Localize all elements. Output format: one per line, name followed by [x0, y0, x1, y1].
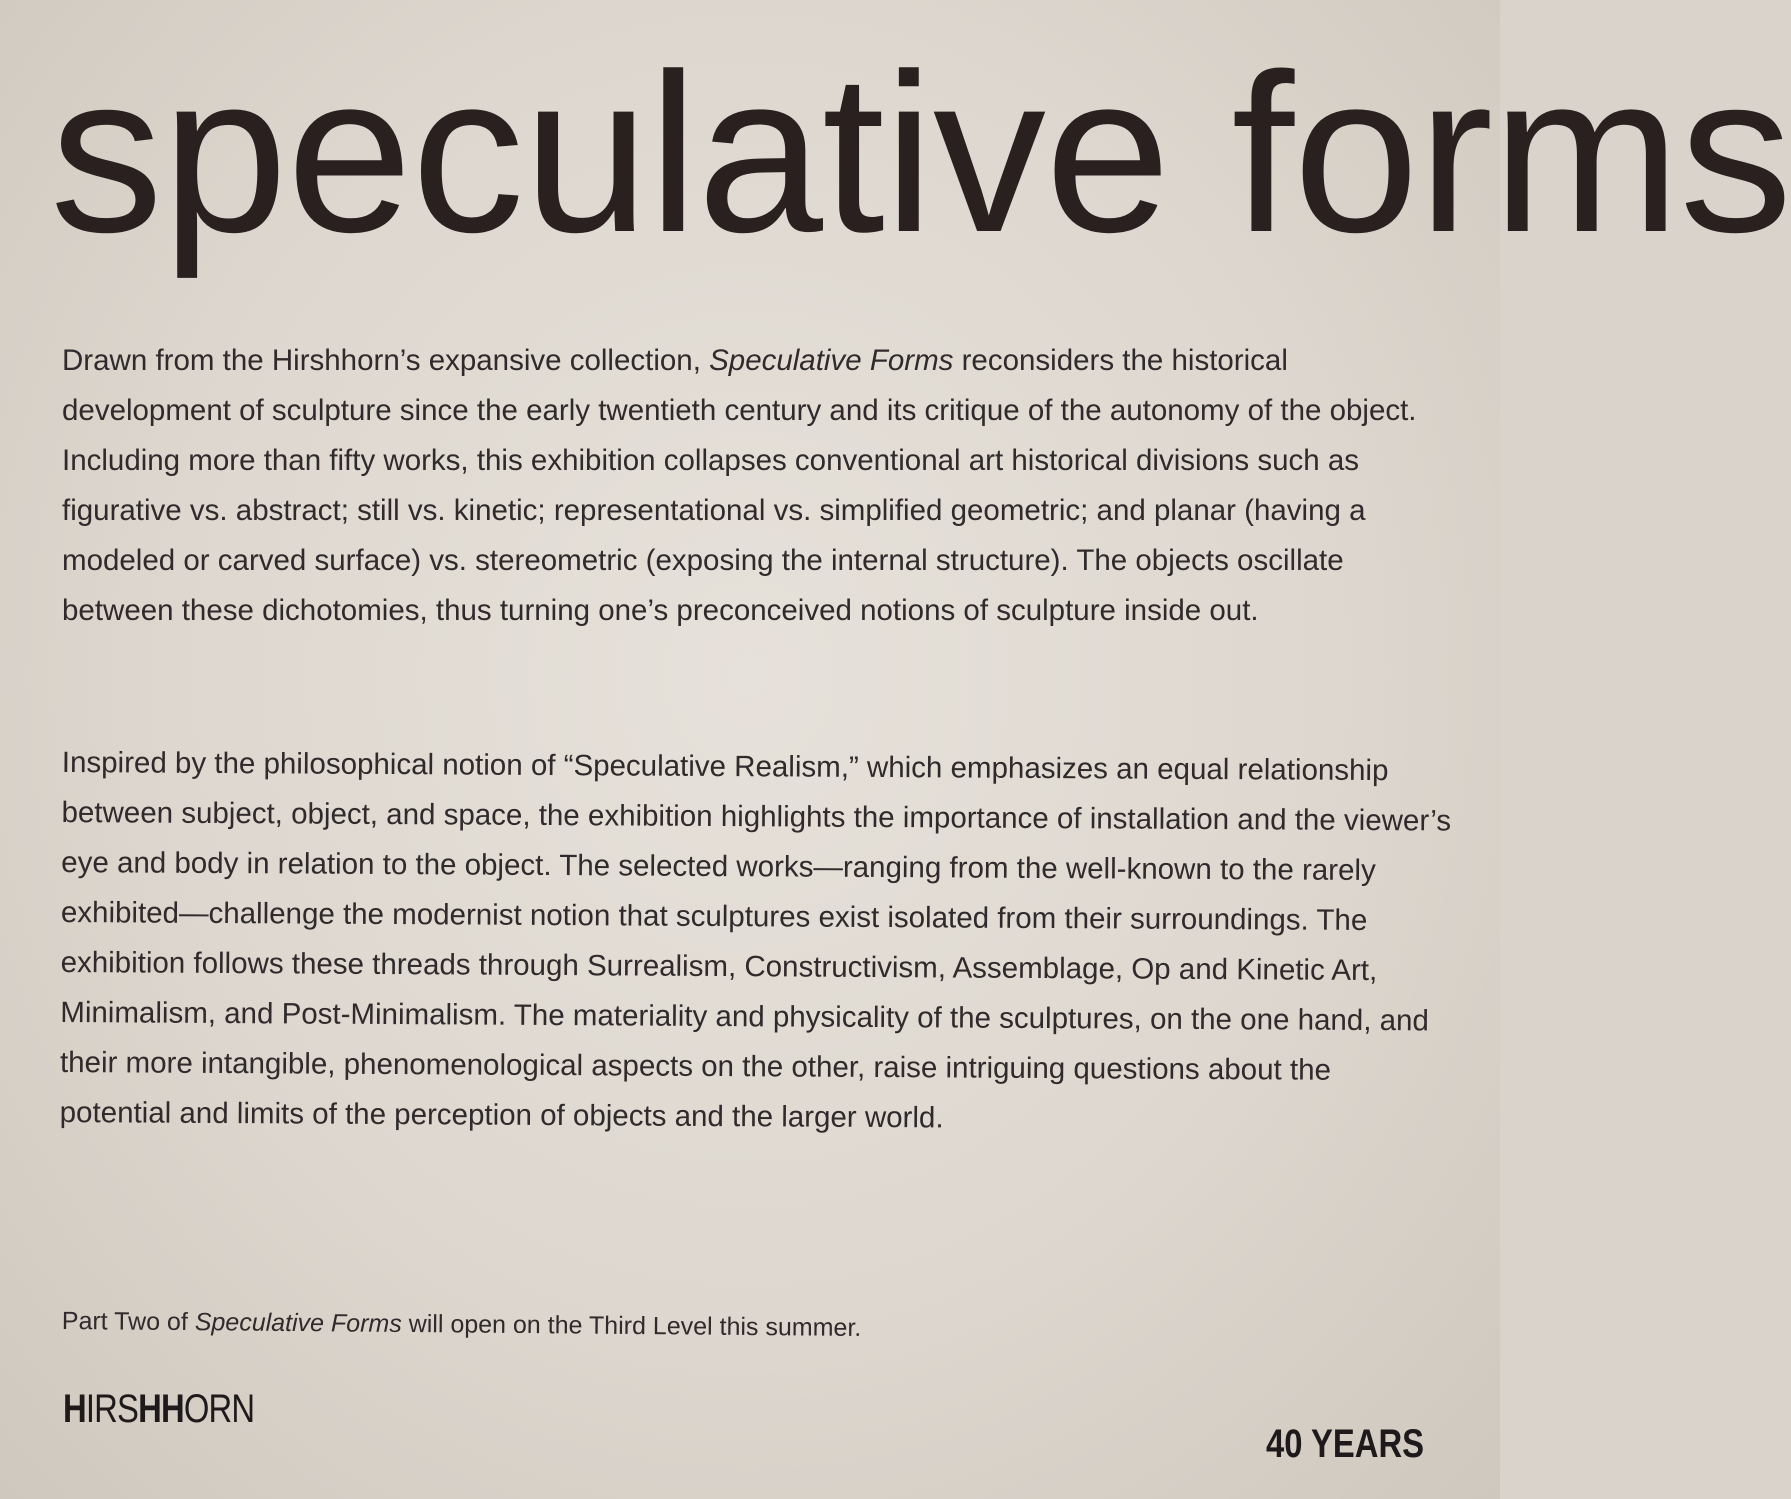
intro-title-italic: Speculative Forms — [709, 344, 954, 377]
note-title-italic: Speculative Forms — [194, 1308, 402, 1338]
intro-paragraph — [62, 336, 1452, 636]
intro-text-start: Drawn from the Hirshhorn’s expansive collection, — [62, 344, 710, 377]
second-paragraph: Inspired by the philosophical notion of “Speculative Realism,” which emphasizes an equal relationship between subject, object, and space, the exhibition highlights the importance of installation and the viewer’s eye and body in relation to the object. The selected works—ranging from the well-known to the rarely exhibited—challenge the modernist notion that sculptures exist isolated from their surroundings. The exhibition follows these threads through Surrealism, Constructivism, Assemblage, Op and Kinetic Art, Minimalism, and Post-Minimalism. The materiality and physicality of the sculptures, on the one hand, and their more intangible, phenomenological aspects on the other, raise intriguing questions about the potential and limits of the perception of objects and the larger world. — [59, 745, 1452, 1135]
logo-letters-irs: IRS — [85, 1387, 139, 1431]
logo-letters-orn: ORN — [183, 1387, 255, 1431]
exhibition-title: speculative forms — [50, 26, 1791, 279]
part-two-note — [62, 1304, 862, 1345]
logo-letters-hh: HH — [138, 1387, 184, 1431]
hirshhorn-logo — [63, 1385, 254, 1433]
intro-text-end: reconsiders the historical development of sculpture since the early twentieth century and its critique of the autonomy of the object. Including more than fifty works, this exhibition collapses conventional art historical divisions such as figurative vs. abstract; still vs. kinetic; representational vs. simplified geometric; and planar (having a modeled or carved surface) vs. stereometric (exposing the internal structure). The objects oscillate between these dichotomies, thus turning one’s preconceived notions of sculpture inside out. — [62, 344, 1417, 627]
logo-letter-h: H — [63, 1387, 86, 1431]
note-text-end: will open on the Third Level this summer. — [401, 1309, 862, 1342]
anniversary-label: 40 YEARS — [1266, 1422, 1425, 1466]
note-text-start: Part Two of — [61, 1306, 195, 1337]
